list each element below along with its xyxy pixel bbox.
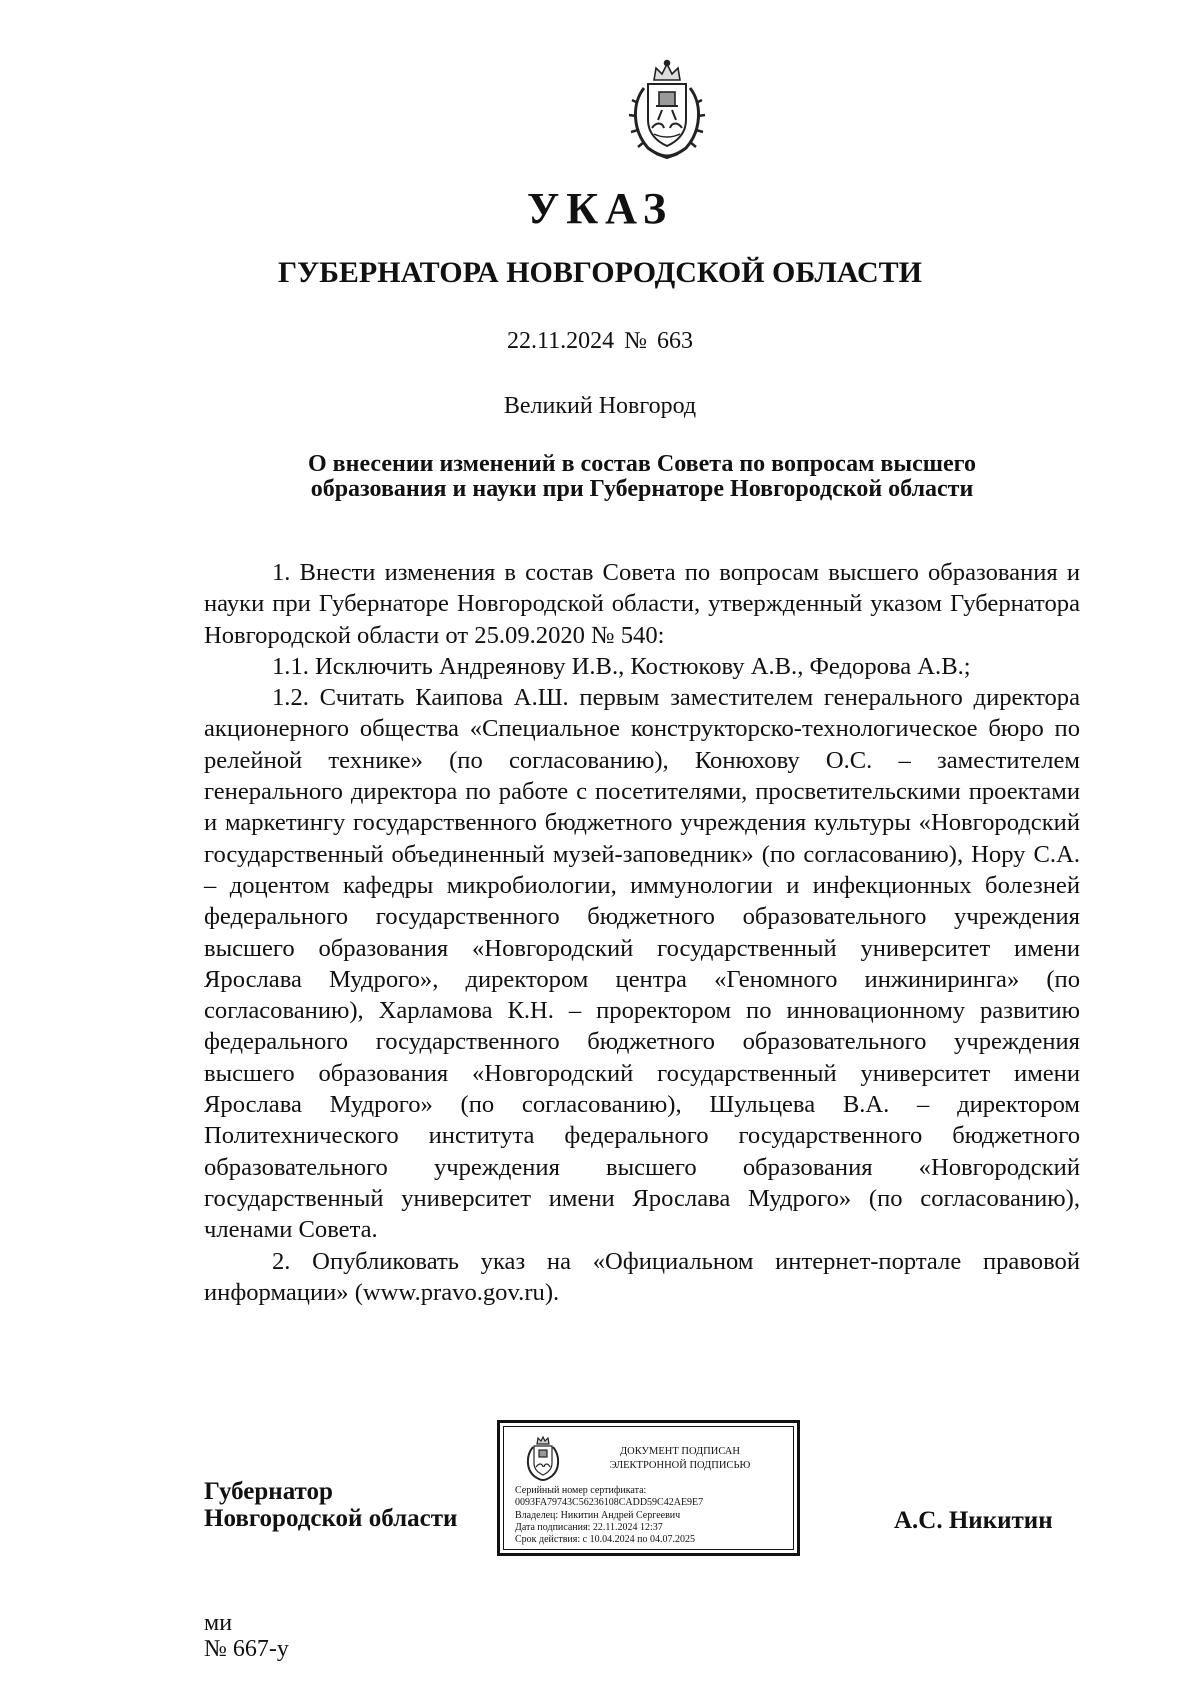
- stamp-emblem-icon: [524, 1435, 562, 1481]
- footer-number: № 667-у: [204, 1636, 289, 1662]
- stamp-validity: Срок действия: с 10.04.2024 по 04.07.2025: [515, 1534, 695, 1546]
- paragraph-1: 1. Внести изменения в состав Совета по вопросам высшего образования и науки при Губернаторе Новгородской области, утвержденный указом Губернатора Новгородской области от 25.09.2020 № 540:: [204, 559, 1080, 649]
- signatory-position: [204, 1478, 457, 1532]
- paragraph-1-1: 1.1. Исключить Андреянову И.В., Костюкову А.В., Федорова А.В.;: [272, 652, 971, 680]
- stamp-header: [580, 1445, 780, 1473]
- stamp-owner: Владелец: Никитин Андрей Сергеевич: [515, 1509, 681, 1521]
- footer-initials: ми: [204, 1610, 233, 1636]
- signatory-position-line-1: Губернатор: [204, 1478, 333, 1505]
- document-city: Великий Новгород: [503, 393, 697, 419]
- paragraph-1-2: 1.2. Считать Каипова А.Ш. первым заместителем генерального директора акционерного общества «Специальное конструкторско-технологическое бюро по релейной технике» (по согласованию), Конюхову О.С. – заместителем генерального директора по работе с посетителями, просветительскими проектами и маркетингу государственного бюджетного учреждения культуры «Новгородский государственный объединенный музей-заповедник» (по согласованию), Нору С.А. – доцентом кафедры микробиологии, иммунологии и инфекционных болезней федерального государственного бюджетного образовательного учреждения высшего образования «Новгородский государственный университет имени Ярослава Мудрого», директором центра «Геномного инжиниринга» (по согласованию), Харламова К.Н. – проректором по инновационному развитию федерального государственного бюджетного образовательного учреждения высшего образования «Новгородский государственный университет имени Ярослава Мудрого» (по согласованию), Шульцева В.А. – директором Политехнического института федерального государственного бюджетного образовательного учреждения высшего образования «Новгородский государственный университет имени Ярослава Мудрого» (по согласованию), членами Совета.: [204, 684, 1080, 1244]
- subject-line-2: образования и науки при Губернаторе Новгородской области: [310, 476, 974, 502]
- document-issuer: ГУБЕРНАТОРА НОВГОРОДСКОЙ ОБЛАСТИ: [277, 256, 923, 289]
- stamp-cert-label: Серийный номер сертификата:: [515, 1485, 647, 1496]
- stamp-sign-date: Дата подписания: 22.11.2024 12:37: [515, 1521, 663, 1533]
- document-title: УКАЗ: [526, 184, 674, 233]
- paragraph-2: 2. Опубликовать указ на «Официальном интернет-портале правовой информации» (www.pravo.gov.ru).: [204, 1247, 1080, 1306]
- signatory-position-line-2: Новгородской области: [204, 1505, 458, 1532]
- stamp-details: [515, 1485, 703, 1546]
- document-date-number: 22.11.2024 № 663: [506, 328, 693, 354]
- document-subject: [200, 452, 1084, 502]
- signatory-name: А.С. Никитин: [894, 1507, 1053, 1534]
- stamp-header-line-2: ЭЛЕКТРОННОЙ ПОДПИСЬЮ: [609, 1460, 751, 1471]
- stamp-cert-number: 0093FA79743C56236108CADD59C42AE9E7: [515, 1497, 704, 1509]
- document-footer: [204, 1610, 289, 1662]
- document-body: [204, 557, 1080, 1308]
- electronic-signature-stamp: [497, 1420, 800, 1556]
- subject-line-1: О внесении изменений в состав Совета по вопросам высшего: [308, 451, 976, 477]
- stamp-header-line-1: ДОКУМЕНТ ПОДПИСАН: [620, 1446, 740, 1457]
- coat-of-arms-emblem: [626, 58, 708, 160]
